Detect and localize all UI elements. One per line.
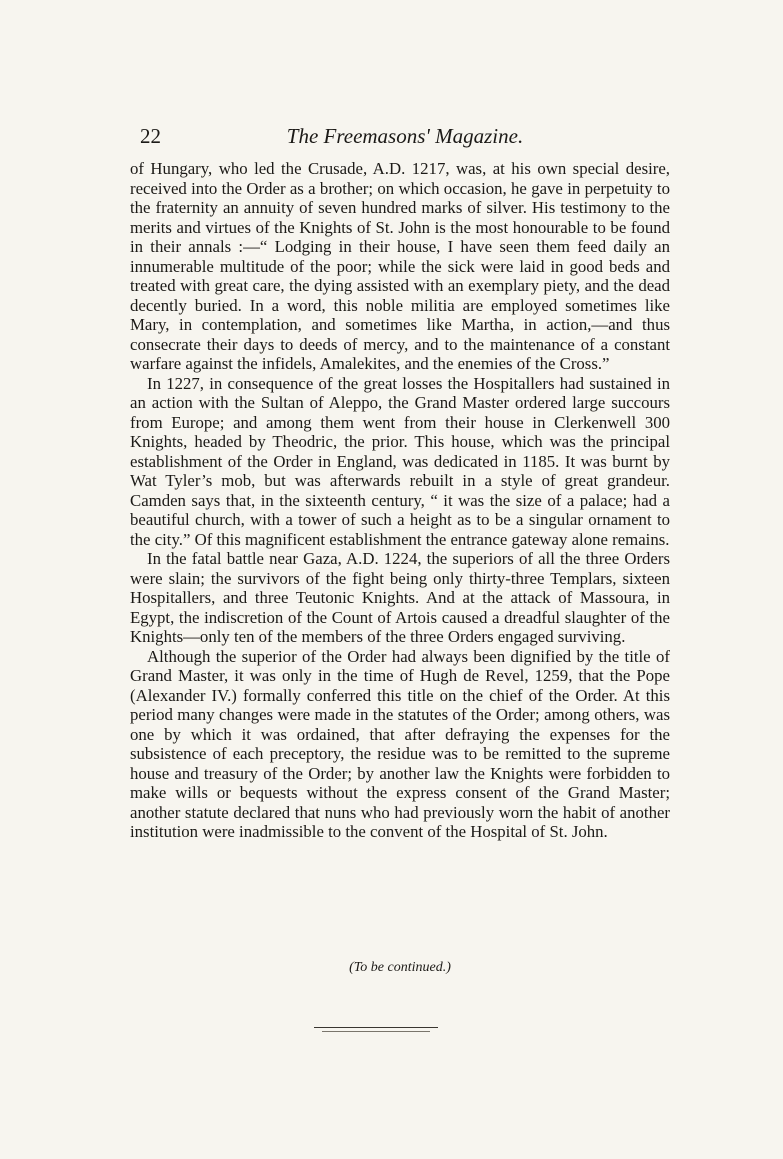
to-be-continued-note: (To be continued.) [349,960,451,975]
article-body [130,159,670,842]
section-divider-rule [314,1027,438,1028]
paragraph: of Hungary, who led the Crusade, A.D. 1217, was, at his own special desire, received into the Order as a brother; on which occasion, he gave in perpetuity to the fraternity an annuity of seven hundred marks of silver. His testimony to the merits and virtues of the Knights of St. John is the most honourable to be found in their annals :—“ Lodging in their house, I have seen them feed daily an innumerable multitude of the poor; while the sick were laid in good beds and treated with great care, the dying assisted with an exemplary piety, and the dead decently buried. In a word, this noble militia are employed sometimes like Mary, in contemplation, and sometimes like Martha, in action,—and thus consecrate their days to deeds of mercy, and to the maintenance of a constant warfare against the infidels, Amalekites, and the enemies of the Cross.” [130,159,670,373]
running-title: The Freemasons' Magazine. [286,124,524,148]
page-header [140,124,670,150]
section-divider-rule [322,1031,430,1032]
page-number: 22 [140,124,161,148]
paragraph: Although the superior of the Order had always been dignified by the title of Grand Master, it was only in the time of Hugh de Revel, 1259, that the Pope (Alexander IV.) formally conferred this title on the chief of the Order. At this period many changes were made in the statutes of the Order; among others, was one by which it was ordained, that after defraying the expenses for the subsistence of each preceptory, the residue was to be remitted to the supreme house and treasury of the Order; by another law the Knights were forbidden to make wills or bequests without the express consent of the Grand Master; another statute declared that nuns who had previously worn the habit of another institution were inadmissible to the convent of the Hospital of St. John. [130,646,670,841]
paragraph: In 1227, in consequence of the great losses the Hospitallers had sustained in an action with the Sultan of Aleppo, the Grand Master ordered large succours from Europe; and among them went from their house in Clerkenwell 300 Knights, headed by Theodric, the prior. This house, which was the principal establishment of the Order in England, was dedicated in 1185. It was burnt by Wat Tyler’s mob, but was afterwards rebuilt in a style of great grandeur. Camden says that, in the sixteenth century, “ it was the size of a palace; had a beautiful church, with a tower of such a height as to be a singular ornament to the city.” Of this magnificent establishment the entrance gateway alone remains. [130,373,670,549]
paragraph: In the fatal battle near Gaza, A.D. 1224, the superiors of all the three Orders were slain; the survivors of the fight being only thirty-three Templars, sixteen Hospitallers, and three Teutonic Knights. And at the attack of Massoura, in Egypt, the indiscretion of the Count of Artois caused a dreadful slaughter of the Knights—only ten of the members of the three Orders engaged surviving. [130,549,670,646]
